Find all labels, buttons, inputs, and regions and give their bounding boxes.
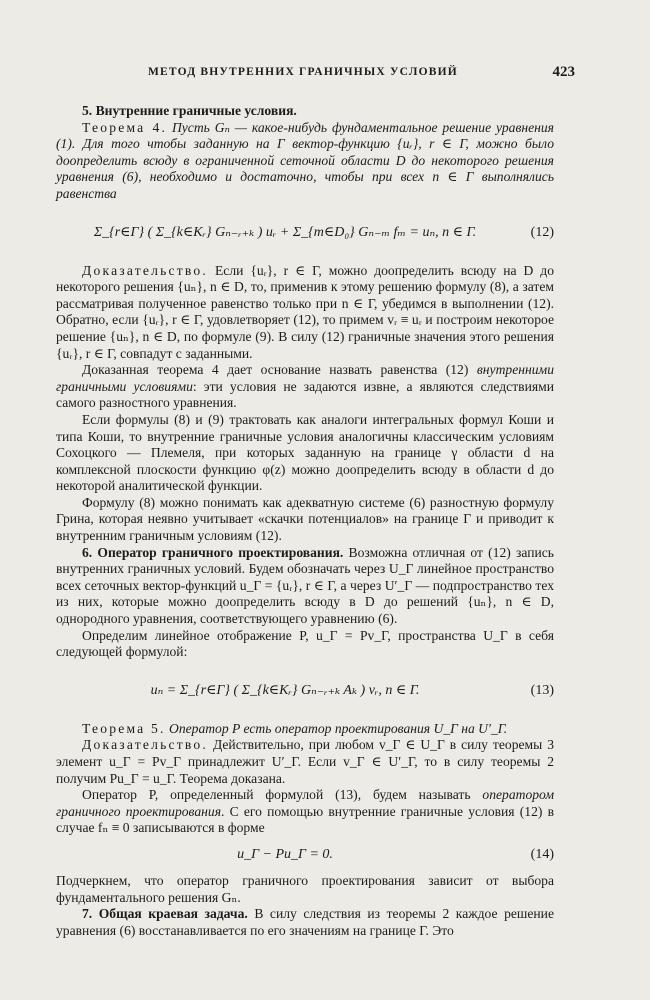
section-heading: 6. Оператор граничного проектирования. xyxy=(82,544,344,560)
running-head: МЕТОД ВНУТРЕННИХ ГРАНИЧНЫХ УСЛОВИЙ xyxy=(148,66,458,78)
paragraph-text: : эти условия не задаются извне, а являются следствиями самого разностного уравнения. xyxy=(56,378,554,411)
paragraph xyxy=(56,787,554,837)
paragraph-text: Возможна отличная от (12) запись внутренних граничных условий. Будем обозначать через U_Γ линейное пространство всех сеточных вектор-функций u_Γ = {uᵣ}, r ∈ Γ, а через U′_Γ — подпространство тех из них, которые можно доопределить всюду в D до решений {uₙ}, n ∈ D, однородного уравнения, соответствующего уравнению (6). xyxy=(56,544,555,627)
formula-expression: u_Γ − Pu_Γ = 0. xyxy=(237,846,333,862)
section-heading: 5. Внутренние граничные условия. xyxy=(82,103,297,118)
paragraph-text: Доказанная теорема 4 дает основание назвать равенства (12) xyxy=(82,362,469,378)
formula-14 xyxy=(56,837,554,873)
theorem-label: Теорема 5. xyxy=(82,720,166,736)
section-heading: 7. Общая краевая задача. xyxy=(82,906,248,922)
section-7-paragraph xyxy=(56,906,554,939)
theorem-label: Теорема 4. xyxy=(82,119,168,135)
proof-label: Доказательство. xyxy=(82,262,209,278)
paragraph-text: . С его помощью внутренние граничные условия (12) в случае fₙ ≡ 0 записываются в форме xyxy=(56,803,554,836)
page-body xyxy=(56,103,554,939)
proof-label: Доказательство. xyxy=(82,737,209,753)
page-number: 423 xyxy=(552,64,575,80)
paragraph-text: Оператор P, определенный формулой (13), будем называть xyxy=(82,787,471,803)
formula-13 xyxy=(56,661,554,721)
proof-text: Действительно, при любом v_Γ ∈ U_Γ в силу теоремы 3 элемент u_Γ = Pv_Γ принадлежит U′_Γ. Если v_Γ ∈ U′_Γ, то в силу теоремы 2 получим Pu_Γ = u_Γ. Теорема доказана. xyxy=(56,737,554,786)
paragraph xyxy=(56,362,554,412)
equation-number: (14) xyxy=(530,846,554,862)
proof-paragraph xyxy=(56,263,554,363)
proof-paragraph xyxy=(56,737,554,787)
page-header xyxy=(0,66,650,86)
theorem-text: Пусть Gₙ — какое-нибудь фундаментальное решение уравнения (1). Для того чтобы заданную на Γ вектор-функцию {uᵣ}, r ∈ Γ, можно было доопределить всюду в ограниченной сеточной области D до некоторого решения уравнения (6), необходимо и достаточно, чтобы при всех n ∈ Γ выполнялись равенства xyxy=(56,119,554,201)
section-6-paragraph xyxy=(56,545,554,628)
equation-number: (13) xyxy=(530,682,554,698)
emphasis-term: оператором граничного проектирования xyxy=(56,787,554,819)
theorem-4 xyxy=(56,120,554,203)
theorem-5 xyxy=(56,721,554,738)
formula-12 xyxy=(56,203,554,263)
emphasis-term: внутренними граничными условиями xyxy=(56,362,554,394)
formula-expression: uₙ = Σ_{r∈Γ} ( Σ_{k∈Kᵣ} Gₙ₋ᵣ₊ₖ Aₖ ) vᵣ, n ∈ Γ. xyxy=(150,682,420,698)
paragraph: Если формулы (8) и (9) трактовать как аналоги интегральных формул Коши и типа Коши, то внутренние граничные условия аналогичны классическим условиям Сохоцкого — Племеля, при которых заданную на границе γ области d на комплексной плоскости функцию φ(z) можно доопределить всюду в области d до некоторой аналитической функции. xyxy=(56,411,554,494)
paragraph: Определим линейное отображение P, u_Γ = Pv_Γ, пространства U_Γ в себя следующей формулой: xyxy=(56,627,554,660)
equation-number: (12) xyxy=(530,224,554,240)
paragraph: Формулу (8) можно понимать как адекватную системе (6) разностную формулу Грина, которая неявно учитывает «скачки потенциалов» на границе Γ и приводит к внутренним граничным условиям (12). xyxy=(56,494,554,544)
theorem-text: Оператор P есть оператор проектирования U_Γ на U′_Γ. xyxy=(169,720,508,736)
paragraph-text: В силу следствия из теоремы 2 каждое решение уравнения (6) восстанавливается по его значениям на границе Γ. Это xyxy=(56,906,554,938)
proof-text: Если {uᵣ}, r ∈ Γ, можно доопределить всюду на D до некоторого решения {uₙ}, n ∈ D, то, применив к этому решению формулу (8), а затем рассматривая полученное равенство только при n ∈ Γ, убедимся в выполнении (12). Обратно, если {uᵣ}, r ∈ Γ, удовлетворяет (12), то примем vᵣ ≡ uᵣ и построим некоторое решение {uₙ}, n ∈ D, по формуле (9). В силу (12) граничные значения этого решения {uᵣ}, r ∈ Γ, совпадут с заданными. xyxy=(56,262,554,361)
formula-expression: Σ_{r∈Γ} ( Σ_{k∈Kᵣ} Gₙ₋ᵣ₊ₖ ) uᵣ + Σ_{m∈D₀} Gₙ₋ₘ fₘ = uₙ, n ∈ Γ. xyxy=(93,224,477,240)
paragraph: Подчеркнем, что оператор граничного проектирования зависит от выбора фундаментального решения Gₙ. xyxy=(56,872,554,905)
